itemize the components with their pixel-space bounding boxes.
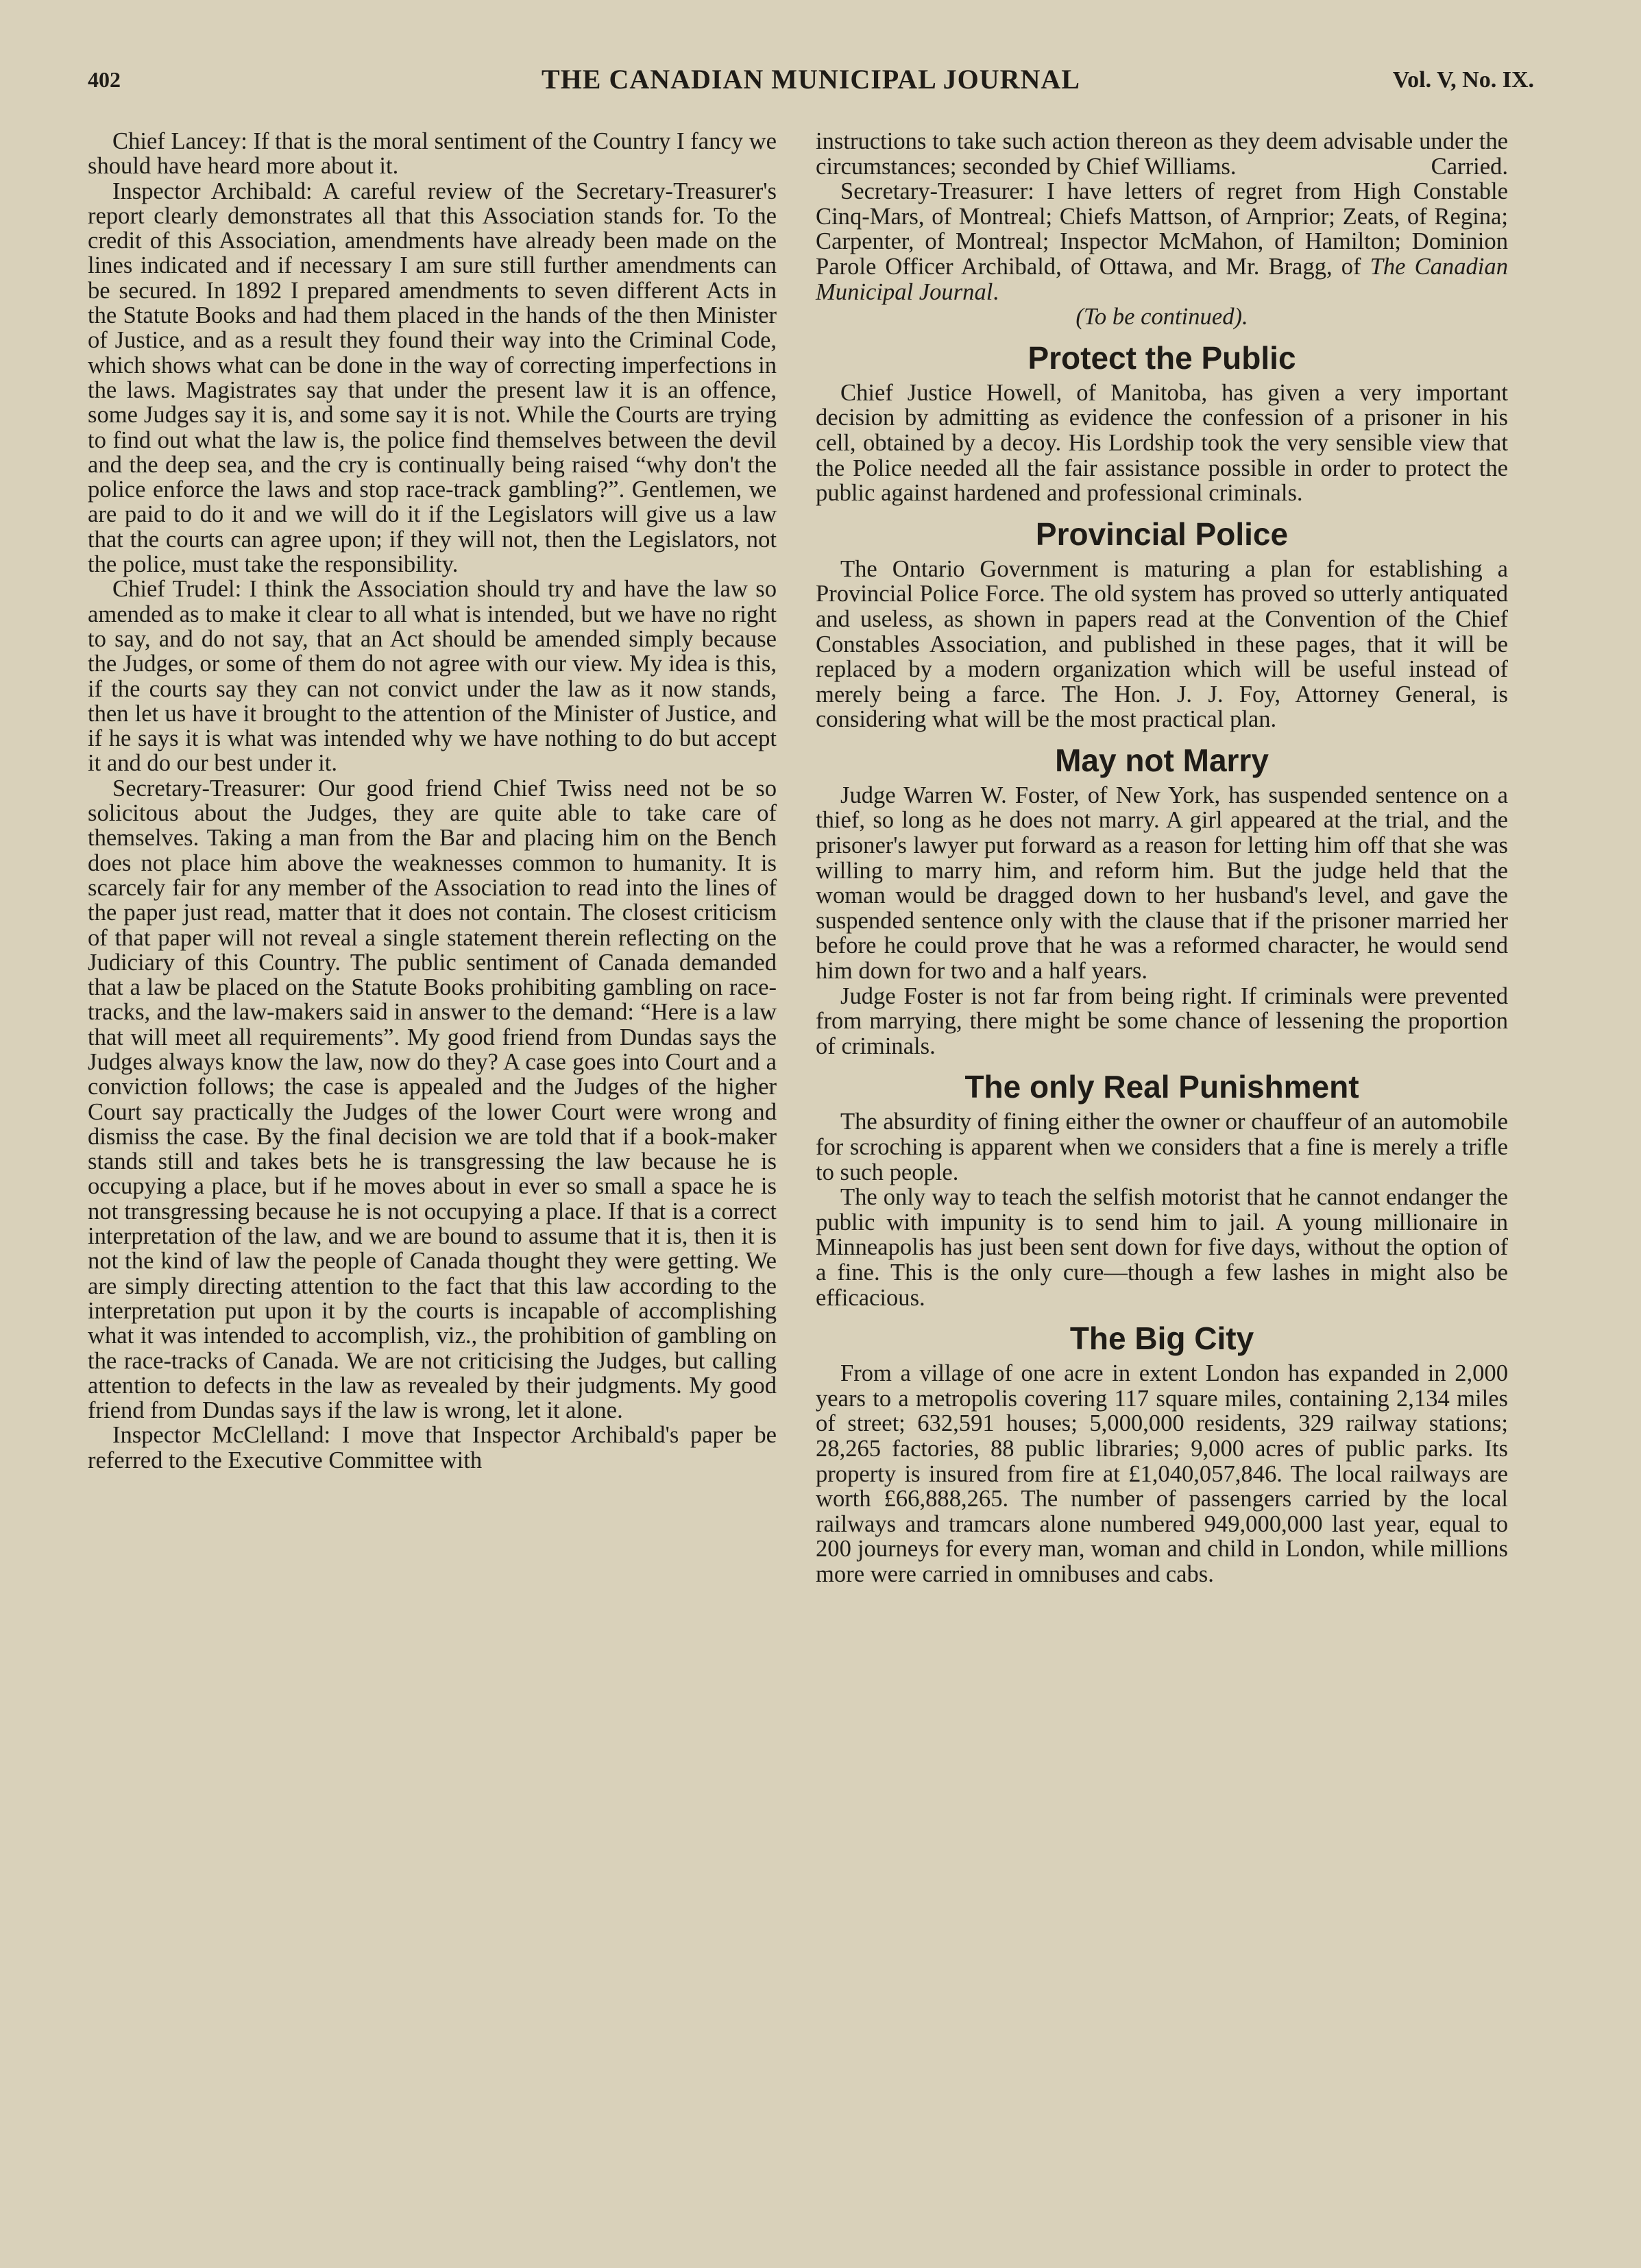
left-column: [88, 129, 777, 1473]
article-paragraph: The Ontario Government is maturing a plan for establishing a Provincial Police Force. The old system has proved so utterly antiquated and useless, as shown in papers read at the Convention of the Chief Constables Association, and published in these pages, that it will be replaced by a modern organization which will be useful instead of merely being a farce. The Hon. J. J. Foy, Attorney General, is considering what will be the most practical plan.: [816, 555, 1508, 733]
paragraph: Chief Trudel: I think the Association should try and have the law so amended as to make it clear to all what is intended, but we have no right to say, and do not say, that an Act should be amended simply because the Judges, or some of them do not agree with our view. My idea is this, if the courts say they can not convict under the law as it now stands, then let us have it brought to the attention of the Minister of Justice, and if he says it is what was intended why we have nothing to do but accept it and do our best under it.: [88, 576, 777, 777]
regrets-paragraph: Secretary-Treasurer: I have letters of regret from High Constable Cinq-Mars, of Montreal; Chiefs Mattson, of Arnprior; Zeats, of Regina; Carpenter, of Montreal; Inspector McMahon, of Hamilton; Dominion Parole Officer Archibald, of Ottawa, and Mr. Bragg, of The Canadian Municipal Journal.: [816, 178, 1508, 305]
article-heading-provincial-police: Provincial Police: [1035, 516, 1289, 552]
article-paragraph: Judge Warren W. Foster, of New York, has suspended sentence on a thief, so long as he does not marry. A girl appeared at the trial, and the prisoner's lawyer put forward as a reason for letting him off that she was willing to marry him, and reform him. But the judge held that the woman would be dragged down to her husband's level, and gave the suspended sentence only with the clause that if the prisoner married her before he could prove that he was a reformed character, he would send him down for two and a half years.: [816, 782, 1508, 985]
paragraph: Secretary-Treasurer: Our good friend Chief Twiss need not be so solicitous about the Judges, they are quite able to take care of themselves. Taking a man from the Bar and placing him on the Bench does not place him above the weaknesses common to humanity. It is scarcely fair for any member of the Association to read into the lines of the paper just read, matter that it does not contain. The closest criticism of that paper will not reveal a single statement therein reflecting on the Judiciary of this Country. The public sentiment of Canada demanded that a law be placed on the Statute Books prohibiting gambling on race-tracks, and the law-makers said in answer to the demand: “Here is a law that will meet all requirements”. My good friend from Dundas says the Judges always know the law, now do they? A case goes into Court and a conviction follows; the case is appealed and the Judges of the higher Court say practically the Judges of the lower Court were wrong and dismiss the case. By the final decision we are told that if a book-maker stands still and takes bets he is transgressing the law because he is occupying a place, but if he moves about in ever so small a space he is not transgressing because he is not occupying a place. If that is a correct interpretation of the law, and we are bound to assume that it is, then it is not the kind of law the people of Canada thought they were getting. We are simply directing attention to the fact that this law according to the interpretation put upon it by the courts is incapable of accomplishing what it was intended to accomplish, viz., the prohibition of gambling on the race-tracks of Canada. We are not criticising the Judges, but calling attention to defects in the law as revealed by their judgments. My good friend from Dundas says if the law is wrong, let it alone.: [88, 775, 777, 1424]
page-number: 402: [88, 67, 121, 92]
journal-name: The Canadian Municipal Journal: [816, 253, 1508, 305]
carried-note: Carried.: [1431, 153, 1508, 180]
article-paragraph: Judge Foster is not far from being right. If criminals were prevented from marrying, there might be some chance of lessening the proportion of criminals.: [816, 982, 1508, 1059]
paragraph: Chief Lancey: If that is the moral sentiment of the Country I fancy we should have heard more about it.: [88, 128, 777, 180]
motion-text: instructions to take such action thereon as they deem advisable under the circumstances; seconded by Chief Williams.: [816, 128, 1508, 180]
article-heading-may-not-marry: May not Marry: [1055, 742, 1269, 778]
article-heading-big-city: The Big City: [1069, 1320, 1254, 1357]
article-paragraph: The only way to teach the selfish motorist that he cannot endanger the public with impunity is to send him to jail. A young millionaire in Minneapolis has just been sent down for five days, without the option of a fine. This is the only cure—though a few lashes in might also be efficacious.: [816, 1184, 1508, 1311]
right-column: [816, 129, 1508, 1587]
journal-title: THE CANADIAN MUNICIPAL JOURNAL: [542, 64, 1080, 95]
paragraph: Inspector Archibald: A careful review of the Secretary-Treasurer's report clearly demonstrates all that this Association stands for. To the credit of this Association, amendments have already been made on the lines indicated and if necessary I am sure still further amendments can be secured. In 1892 I prepared amendments to seven different Acts in the Statute Books and had them placed in the hands of the then Minister of Justice, and as a result they found their way into the Criminal Code, which shows what can be done in the way of correcting imperfections in the laws. Magistrates say that under the present law it is an offence, some Judges say it is, and some say it is not. While the Courts are trying to find out what the law is, the police find themselves between the devil and the deep sea, and the cry is continually being raised “why don't the police enforce the laws and stop race-track gambling?”. Gentlemen, we are paid to do it and we will do it if the Legislators will give us a law that the courts can agree upon; if they will not, then the Legislators, not the police, must take the responsibility.: [88, 178, 777, 578]
article-paragraph: Chief Justice Howell, of Manitoba, has given a very important decision by admitting as evidence the confession of a prisoner in his cell, obtained by a decoy. His Lordship took the very sensible view that the Police needed all the fair assistance possible in order to protect the public against hardened and professional criminals.: [816, 379, 1508, 507]
page-header: [88, 63, 1534, 104]
continued-paragraph: [816, 129, 1508, 179]
article-heading-protect-the-public: Protect the Public: [1028, 339, 1296, 376]
volume-issue: Vol. V, No. IX.: [1392, 67, 1534, 93]
paragraph: Inspector McClelland: I move that Inspector Archibald's paper be referred to the Executive Committee with: [88, 1422, 777, 1473]
article-paragraph: From a village of one acre in extent London has expanded in 2,000 years to a metropolis covering 117 square miles, containing 2,134 miles of street; 632,591 houses; 5,000,000 residents, 329 railway stations; 28,265 factories, 88 public libraries; 9,000 acres of public parks. Its property is insured from fire at £1,040,057,846. The local railways are worth £66,888,265. The number of passengers carried by the local railways and tramcars alone numbered 949,000,000 last year, equal to 200 journeys for every man, woman and child in London, while millions more were carried in omnibuses and cabs.: [816, 1360, 1508, 1587]
to-be-continued: (To be continued).: [1075, 304, 1248, 330]
article-paragraph: The absurdity of fining either the owner or chauffeur of an automobile for scroching is apparent when we considers that a fine is merely a trifle to such people.: [816, 1109, 1508, 1185]
article-heading-real-punishment: The only Real Punishment: [964, 1069, 1359, 1105]
